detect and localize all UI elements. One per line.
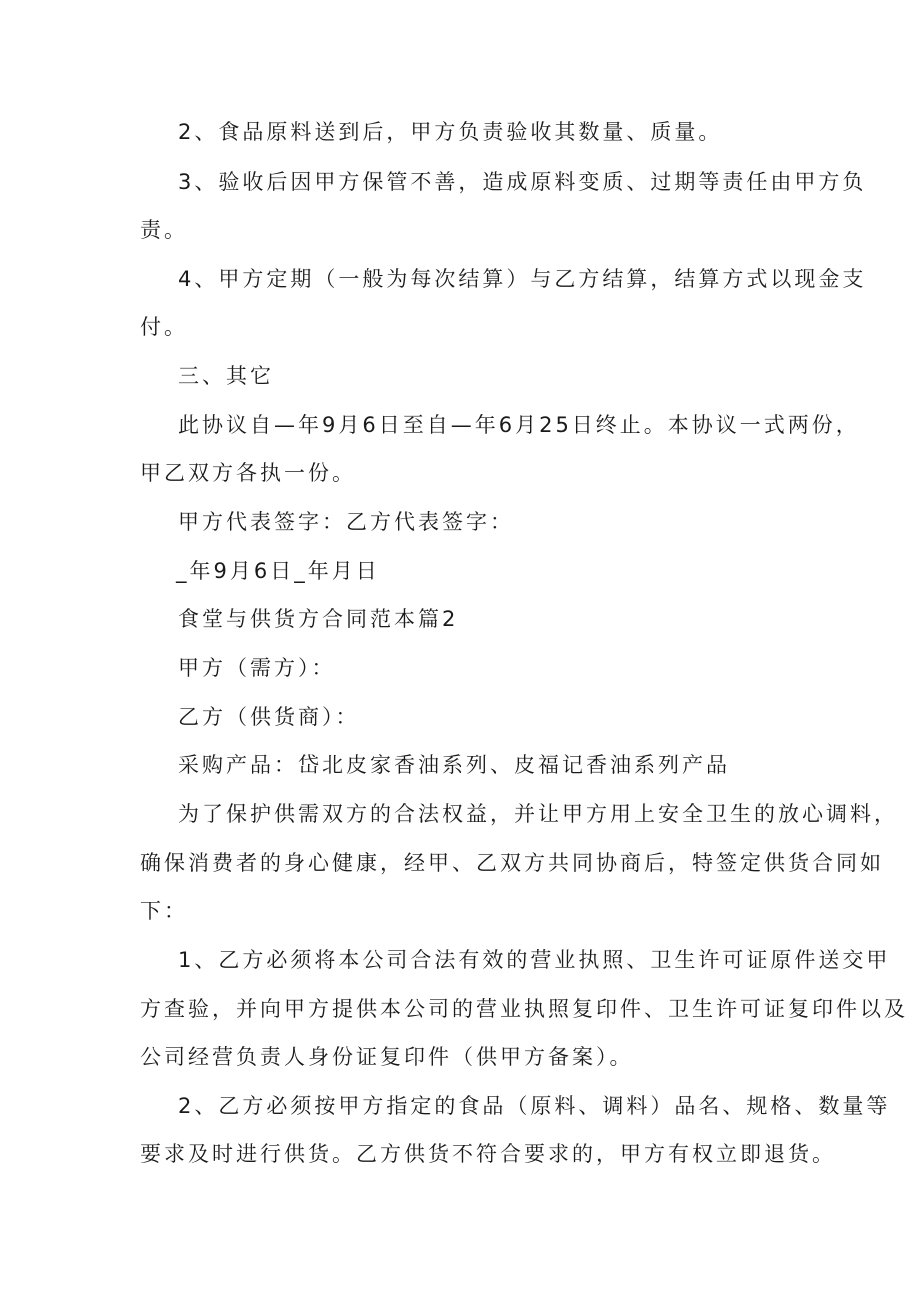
- agreement-term-text: 此协议自—年9月6日至自—年6月25日终止。本协议一式两份，: [178, 413, 860, 437]
- template-title: 食堂与供货方合同范本篇2: [178, 607, 459, 631]
- article-2-text: 2、乙方必须按甲方指定的食品（原料、调料）品名、规格、数量等: [178, 1094, 891, 1118]
- section-heading-other: 三、其它: [178, 364, 274, 388]
- preamble-text: 为了保护供需双方的合法权益，并让甲方用上安全卫生的放心调料，: [178, 802, 898, 826]
- article-1-continuation-1: 方查验，并向甲方提供本公司的营业执照复印件、卫生许可证复印件以及: [140, 997, 908, 1021]
- article-1-continuation-2: 公司经营负责人身份证复印件（供甲方备案）。: [140, 1045, 634, 1069]
- agreement-term-continuation: 甲乙双方各执一份。: [140, 461, 356, 485]
- date-line: _年9月6日_年月日: [176, 559, 380, 583]
- signature-line: 甲方代表签字：乙方代表签字：: [178, 510, 514, 534]
- party-b-line: 乙方（供货商）：: [178, 705, 360, 729]
- clause-3-text: 3、验收后因甲方保管不善，造成原料变质、过期等责任由甲方负: [178, 170, 867, 194]
- clause-4-continuation: 付。: [140, 315, 188, 339]
- preamble-continuation-2: 下：: [140, 899, 188, 923]
- clause-4-text: 4、甲方定期（一般为每次结算）与乙方结算，结算方式以现金支: [178, 267, 867, 291]
- party-a-line: 甲方（需方）：: [178, 656, 336, 680]
- preamble-continuation-1: 确保消费者的身心健康，经甲、乙双方共同协商后，特签定供货合同如: [140, 851, 884, 875]
- clause-2-text: 2、食品原料送到后，甲方负责验收其数量、质量。: [178, 120, 723, 144]
- article-1-text: 1、乙方必须将本公司合法有效的营业执照、卫生许可证原件送交甲: [178, 948, 891, 972]
- products-line: 采购产品：岱北皮家香油系列、皮福记香油系列产品: [178, 753, 730, 777]
- clause-3-continuation: 责。: [140, 218, 188, 242]
- article-2-continuation: 要求及时进行供货。乙方供货不符合要求的，甲方有权立即退货。: [140, 1142, 836, 1166]
